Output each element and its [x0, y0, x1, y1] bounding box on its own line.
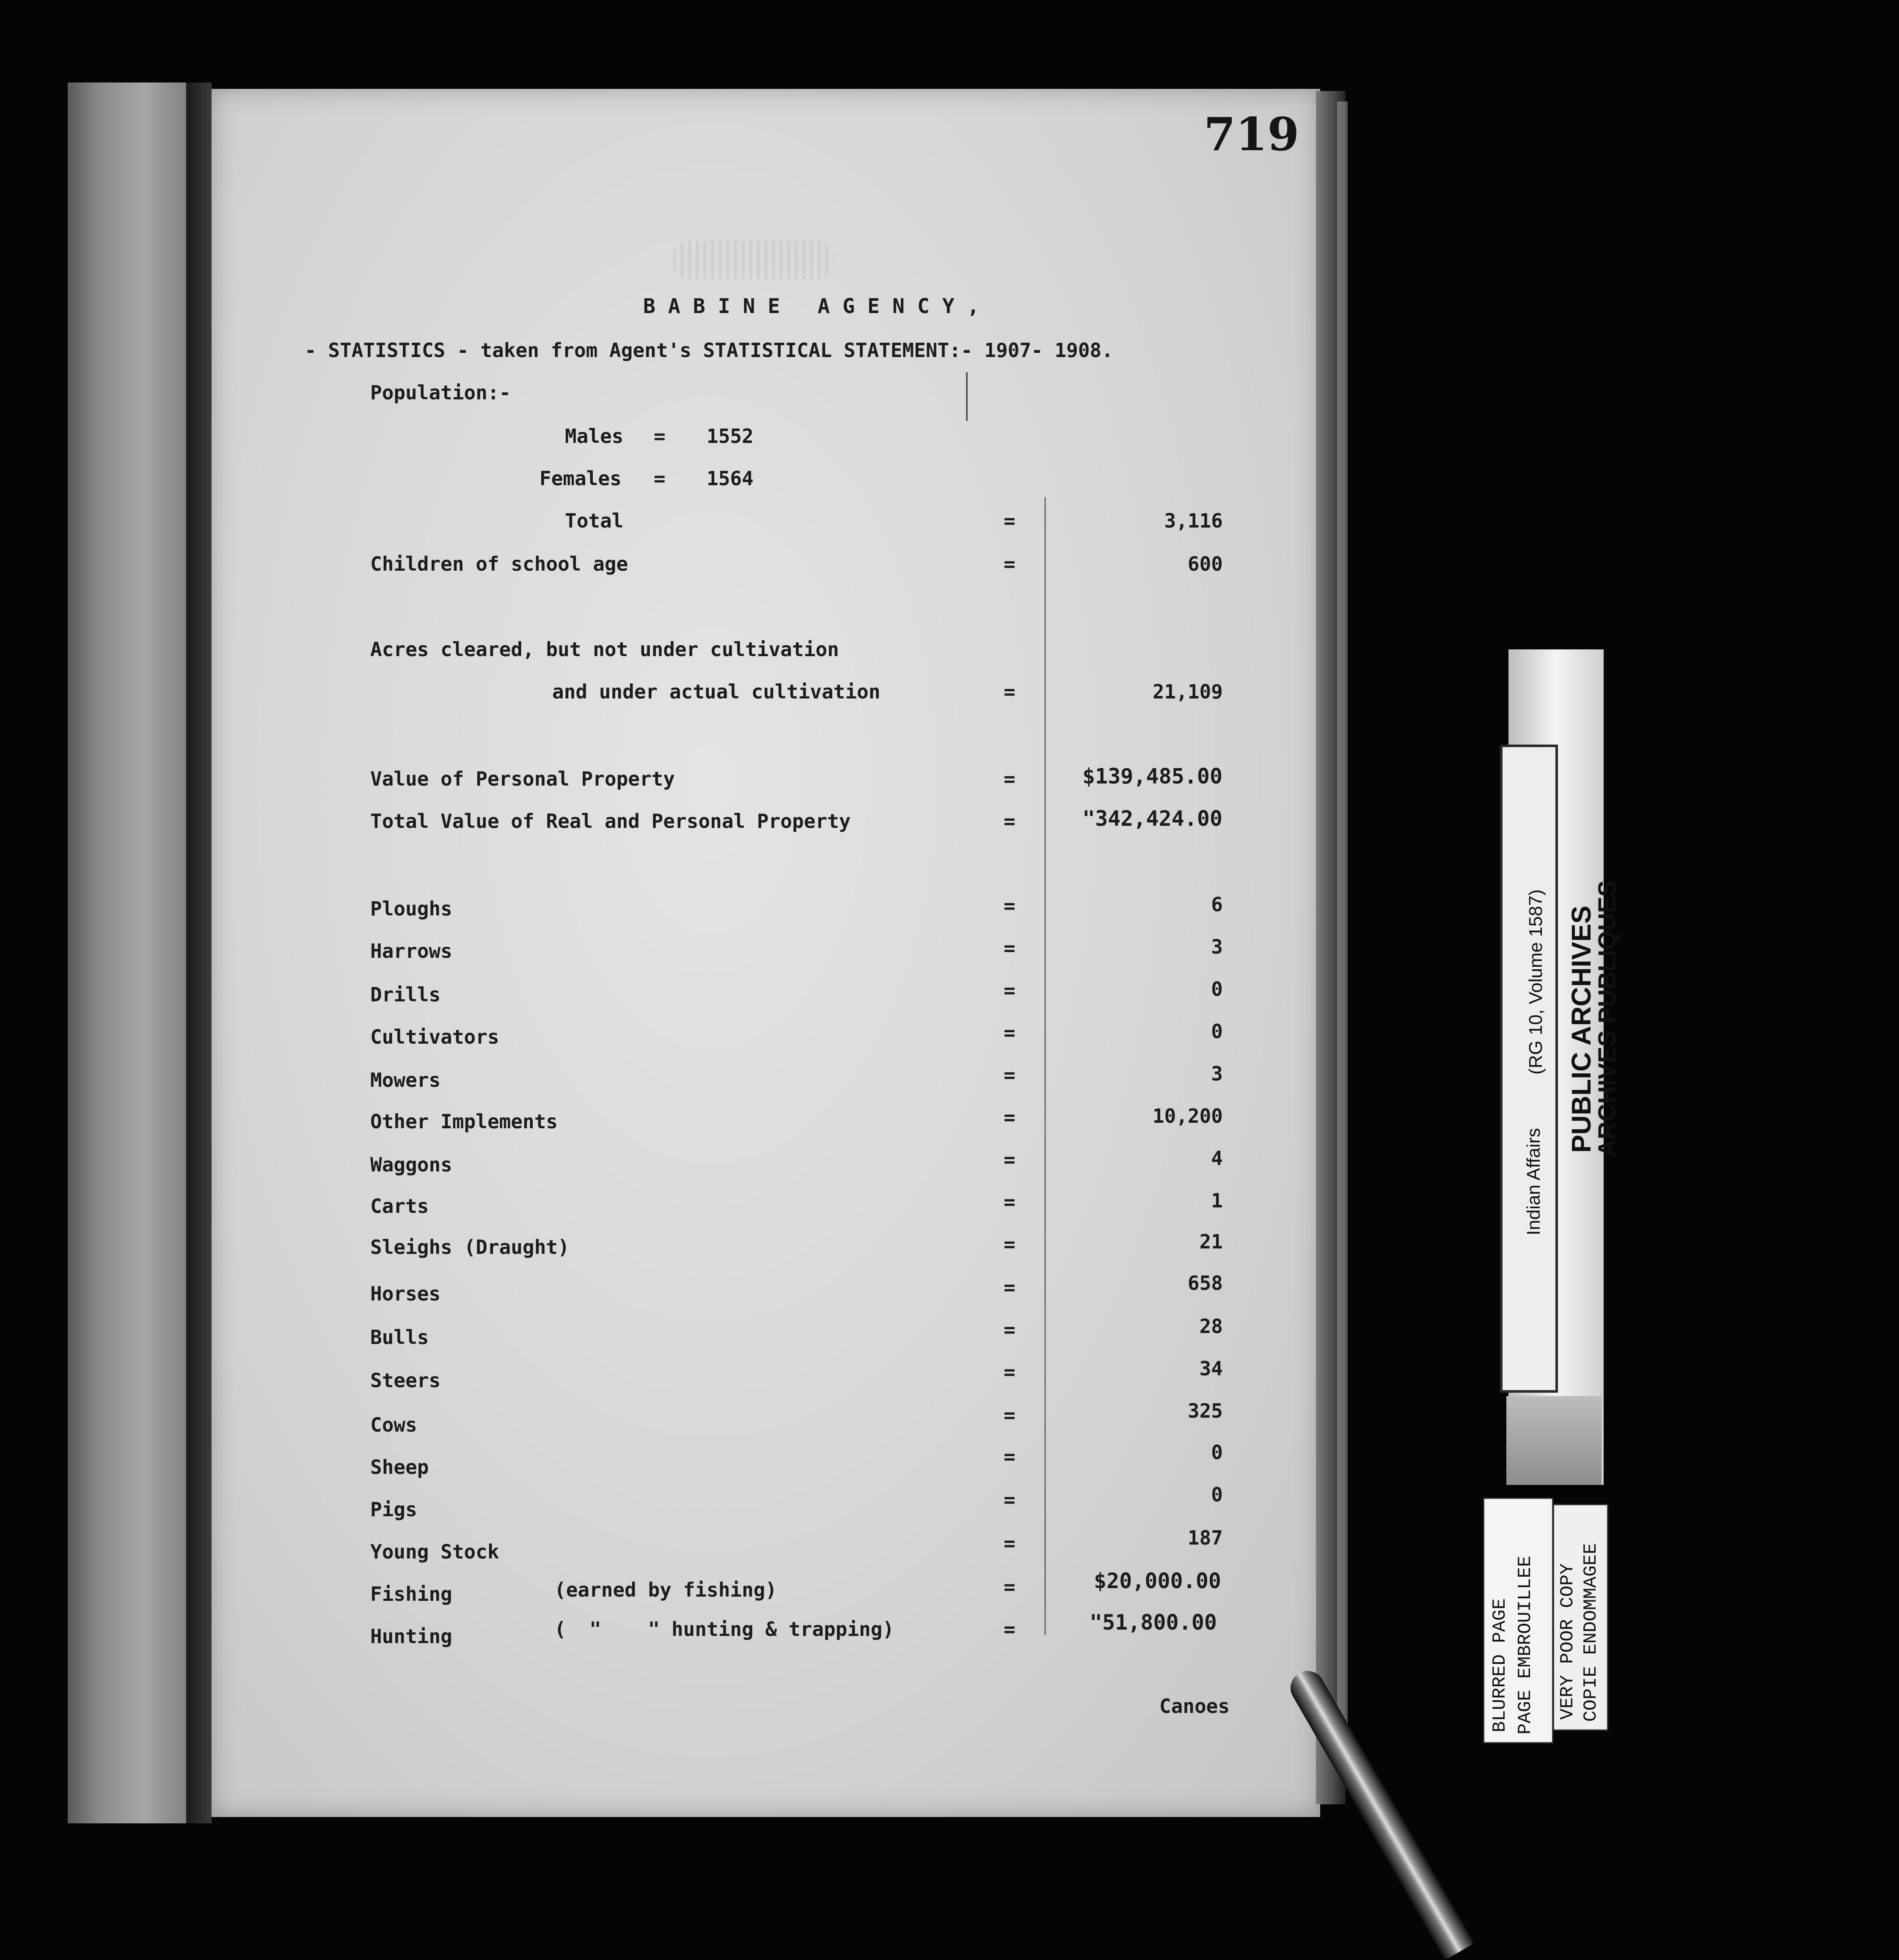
- stat-row-label: Horses: [370, 1282, 441, 1305]
- stat-row-equals: =: [1004, 1618, 1016, 1641]
- margin-rule: [966, 372, 968, 421]
- stat-row-equals: =: [1004, 1318, 1016, 1341]
- stat-row-value: 34: [1199, 1357, 1223, 1380]
- stat-row-equals: =: [1004, 509, 1016, 532]
- stat-row-value: 600: [1187, 553, 1223, 575]
- stat-row-label: Drills: [370, 983, 441, 1006]
- archive-label-tab: [1506, 1396, 1602, 1485]
- stat-row-equals: =: [1004, 810, 1016, 833]
- stat-row-note: ( " " hunting & trapping): [554, 1618, 894, 1641]
- stat-row-label: Cows: [370, 1413, 417, 1436]
- stat-row-equals: =: [1004, 680, 1016, 703]
- stat-row-value: "51,800.00: [1090, 1610, 1217, 1635]
- archive-label-line3: PUBLIC ARCHIVES: [1566, 905, 1596, 1153]
- stat-row-label: Steers: [370, 1369, 441, 1392]
- stat-row-value: 6: [1211, 893, 1223, 916]
- stat-row-label: Hunting: [370, 1625, 452, 1648]
- stat-row-label: Other Implements: [370, 1110, 558, 1133]
- females-equals: =: [654, 467, 666, 490]
- stat-row-label: Total Value of Real and Personal Property: [370, 810, 851, 833]
- stat-row-equals: =: [1004, 1190, 1016, 1213]
- stat-row-label: Children of school age: [370, 553, 628, 575]
- archive-label-line2: (RG 10, Volume 1587): [1525, 889, 1546, 1075]
- stat-row-value: 3,116: [1164, 509, 1223, 532]
- stat-row-value: "342,424.00: [1082, 806, 1223, 831]
- poor-stamp-line1: VERY POOR COPY: [1557, 1563, 1578, 1720]
- stat-row-equals: =: [1004, 1575, 1016, 1598]
- stat-row-label: Acres cleared, but not under cultivation: [370, 638, 839, 661]
- stat-row-value: 1: [1211, 1189, 1223, 1212]
- stat-row-label: Value of Personal Property: [370, 767, 675, 790]
- stat-row-equals: =: [1004, 1532, 1016, 1555]
- stat-row-value: 28: [1199, 1315, 1223, 1338]
- stat-row-equals: =: [1004, 1404, 1016, 1427]
- stat-row-label: Cultivators: [370, 1025, 499, 1048]
- stat-row-value: 187: [1187, 1526, 1223, 1549]
- stat-row-value: 0: [1211, 978, 1223, 1001]
- stat-row-equals: =: [1004, 1276, 1016, 1299]
- stat-row-note: (earned by fishing): [554, 1578, 777, 1601]
- population-heading: Population:-: [370, 381, 511, 404]
- stat-row-label: Ploughs: [370, 897, 452, 920]
- stat-row-value: 4: [1211, 1147, 1223, 1170]
- stat-row-label: Carts: [370, 1195, 429, 1218]
- stat-row-value: 0: [1211, 1483, 1223, 1506]
- males-value: 1552: [707, 425, 754, 448]
- stat-row-value: $139,485.00: [1082, 764, 1223, 789]
- stat-row-value: 3: [1211, 935, 1223, 958]
- stat-row-equals: =: [1004, 1361, 1016, 1383]
- stat-row-label: Mowers: [370, 1069, 441, 1091]
- page-number: 719: [1204, 108, 1299, 161]
- stat-row-equals: =: [1004, 1488, 1016, 1511]
- stat-row-label: and under actual cultivation: [552, 680, 881, 703]
- stat-row-label: Pigs: [370, 1498, 417, 1521]
- stat-row-label: Bulls: [370, 1326, 429, 1349]
- catchword: Canoes: [1159, 1695, 1230, 1718]
- males-equals: =: [654, 425, 666, 448]
- blurred-stamp-line1: BLURRED PAGE: [1489, 1598, 1511, 1732]
- stat-row-value: 0: [1211, 1441, 1223, 1464]
- stat-row-value: 658: [1187, 1272, 1223, 1295]
- stat-row-value: 21: [1199, 1230, 1223, 1253]
- stat-row-value: 21,109: [1152, 680, 1223, 703]
- faint-stamp-mark: [673, 241, 834, 279]
- stat-row-equals: =: [1004, 553, 1016, 575]
- poor-stamp-line2: COPIE ENDOMMAGEE: [1580, 1543, 1602, 1722]
- stat-row-label: Fishing: [370, 1583, 452, 1605]
- stat-row-equals: =: [1004, 937, 1016, 959]
- stat-row-equals: =: [1004, 979, 1016, 1002]
- stat-row-equals: =: [1004, 767, 1016, 790]
- stat-row-value: 3: [1211, 1062, 1223, 1085]
- stat-row-label: Young Stock: [370, 1540, 499, 1563]
- archive-label-line1: Indian Affairs: [1523, 1128, 1544, 1235]
- stat-row-label: Sleighs (Draught): [370, 1236, 570, 1259]
- stat-row-label: Harrows: [370, 940, 452, 962]
- females-value: 1564: [707, 467, 754, 490]
- stat-row-equals: =: [1004, 1106, 1016, 1129]
- left-page-edge: [68, 82, 195, 1823]
- males-label: Males: [565, 425, 624, 448]
- stat-row-equals: =: [1004, 1021, 1016, 1044]
- page-gutter-shadow: [186, 82, 212, 1823]
- females-label: Females: [539, 467, 622, 490]
- stat-row-value: 0: [1211, 1020, 1223, 1043]
- document-subtitle: - STATISTICS - taken from Agent's STATISTICAL STATEMENT:- 1907- 1908.: [305, 339, 1113, 362]
- stat-row-value: 10,200: [1152, 1105, 1223, 1127]
- stat-row-label: Total: [565, 509, 624, 532]
- stat-row-label: Waggons: [370, 1153, 452, 1176]
- stat-row-label: Sheep: [370, 1456, 429, 1479]
- archive-label-line4: ARCHIVES PUBLIQUES: [1594, 880, 1621, 1157]
- stat-row-equals: =: [1004, 1064, 1016, 1086]
- stat-row-equals: =: [1004, 1233, 1016, 1256]
- stat-row-equals: =: [1004, 894, 1016, 917]
- stat-row-equals: =: [1004, 1148, 1016, 1171]
- stat-row-value: $20,000.00: [1094, 1569, 1222, 1593]
- stat-row-equals: =: [1004, 1445, 1016, 1468]
- blurred-stamp-line2: PAGE EMBROUILLEE: [1515, 1556, 1536, 1735]
- page-right-edge-highlight: [1337, 102, 1348, 1751]
- stat-row-value: 325: [1187, 1399, 1223, 1422]
- document-title: BABINE AGENCY,: [643, 294, 992, 318]
